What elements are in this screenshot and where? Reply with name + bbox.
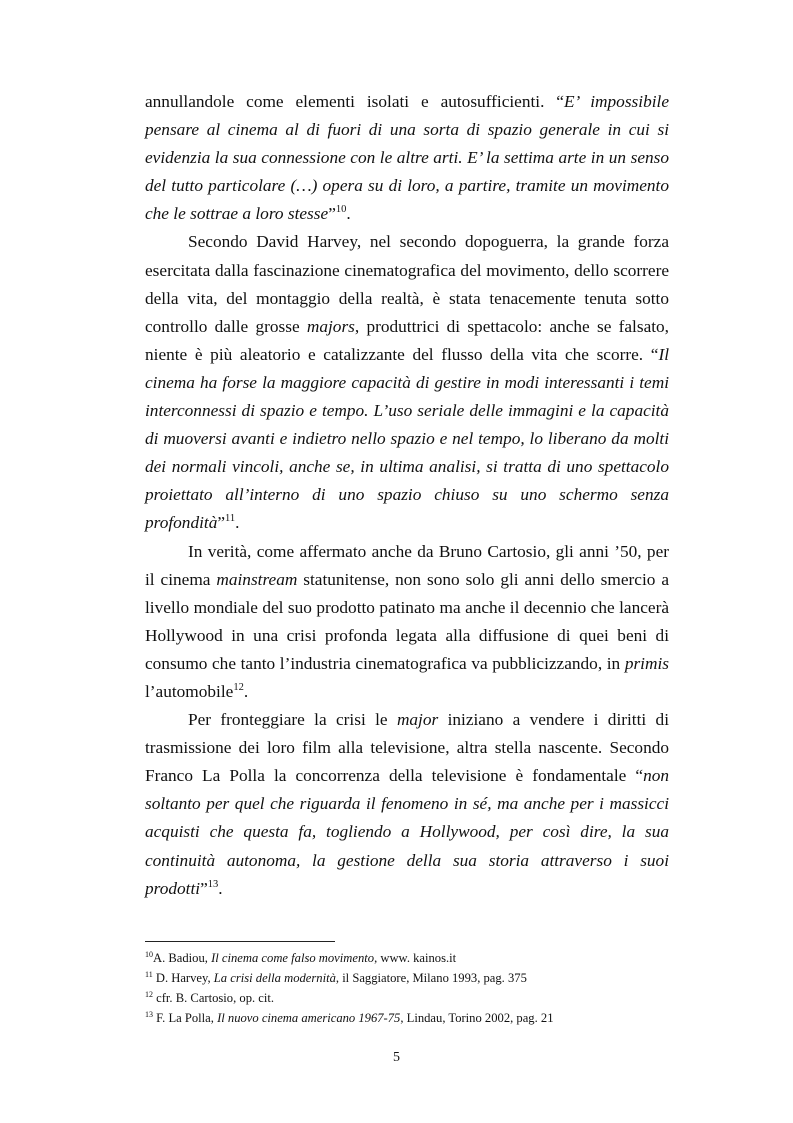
text-run: , produttrici di spettacolo: anche se falsato, niente è più aleatorio e catalizzante del flusso della vita che scorre. “	[145, 316, 669, 364]
paragraph	[145, 706, 669, 903]
text-run: Secondo David Harvey, nel secondo dopoguerra, la grande forza esercitata dalla fascinazione cinematografica del movimento, dello scorrere della vita, del montaggio della realtà, è stata tenacemente tenuta sotto controllo dalle grosse	[145, 232, 669, 336]
paragraph	[145, 88, 669, 228]
text-run: cfr. B. Cartosio, op. cit.	[153, 991, 275, 1005]
italic-text: Il cinema ha forse la maggiore capacità di gestire in modi interessanti i temi interconnessi di spazio e tempo. L’uso seriale delle immagini e la capacità di muoversi avanti e indietro nello spazio e nel tempo, lo liberano da molti dei normali vincoli, anche se, in ultima analisi, si tratta di uno spettacolo proiettato all’interno di uno spazio chiuso su uno schermo senza profondità	[145, 344, 669, 533]
italic-text: La crisi della modernità	[213, 971, 336, 985]
text-run: l’automobile	[145, 681, 234, 701]
italic-text: mainstream	[216, 569, 298, 589]
footnote-ref: 12	[233, 681, 244, 693]
text-run: statunitense, non sono solo gli anni dello smercio a livello mondiale del suo prodotto patinato ma anche il decennio che lancerà Hollywood in una crisi profonda legata alla diffusione di quei beni di consumo che tanto l’industria cinematografica va pubblicizzando, in	[145, 569, 669, 673]
paragraph	[145, 538, 669, 707]
text-run: , il Saggiatore, Milano 1993, pag. 375	[335, 971, 527, 985]
italic-text: majors	[306, 316, 355, 336]
text-run: ”	[328, 204, 336, 224]
text-run: .	[218, 878, 223, 898]
body-text	[145, 88, 669, 903]
text-run: A. Badiou,	[153, 951, 212, 965]
footnote	[145, 968, 685, 988]
footnote-ref: 10	[335, 204, 347, 216]
text-run: , www. kainos.it	[374, 951, 457, 965]
text-run: ”	[217, 513, 226, 533]
italic-text: primis	[624, 653, 669, 673]
text-run: F. La Polla,	[153, 1011, 218, 1025]
footnote-ref: 11	[225, 513, 236, 525]
text-run: In verità, come affermato anche da Bruno Cartosio, gli anni ’50, per il cinema	[145, 541, 669, 589]
italic-text: Il cinema come falso movimento	[211, 951, 375, 965]
footnote-ref: 11	[145, 970, 153, 979]
footnote	[145, 988, 685, 1008]
text-run: , Lindau, Torino 2002, pag. 21	[400, 1011, 554, 1025]
text-run: iniziano a vendere i diritti di trasmissione dei loro film alla televisione, altra stella nascente. Secondo Franco La Polla la concorrenza della televisione è fondamentale “	[145, 710, 670, 786]
italic-text: Il nuovo cinema americano 1967-75	[217, 1011, 401, 1025]
text-run: annullandole come elementi isolati e autosufficienti. “	[145, 92, 564, 111]
footnote-ref: 12	[145, 990, 153, 999]
italic-text: non soltanto per quel che riguarda il fenomeno in sé, ma anche per i massicci acquisti che questa fa, togliendo a Hollywood, per così dire, la sua continuità autonoma, la gestione della sua storia attraverso i suoi prodotti	[145, 766, 669, 898]
paragraph	[145, 228, 669, 537]
footnote-ref: 10	[145, 950, 153, 959]
footnotes	[145, 948, 685, 1028]
text-run: .	[235, 513, 240, 533]
italic-text: major	[396, 710, 439, 730]
italic-text: E’ impossibile pensare al cinema al di fuori di una sorta di spazio generale in cui si evidenzia la sua connessione con le altre arti. E’ la settima arte in un senso del tutto particolare (…) opera su di loro, a partire, tramite un movimento che le sottrae a loro stesse	[145, 92, 669, 224]
text-run: D. Harvey,	[152, 971, 214, 985]
footnote-ref: 13	[207, 878, 219, 890]
page-number: 5	[393, 1050, 400, 1065]
text-run: Per fronteggiare la crisi le	[188, 710, 397, 730]
text-run: .	[243, 681, 249, 701]
footnote	[145, 1008, 685, 1028]
footnote-ref: 13	[145, 1010, 153, 1019]
footnote	[145, 948, 685, 968]
footnote-separator	[145, 941, 335, 942]
text-run: .	[346, 204, 351, 224]
text-run: ”	[200, 878, 208, 898]
